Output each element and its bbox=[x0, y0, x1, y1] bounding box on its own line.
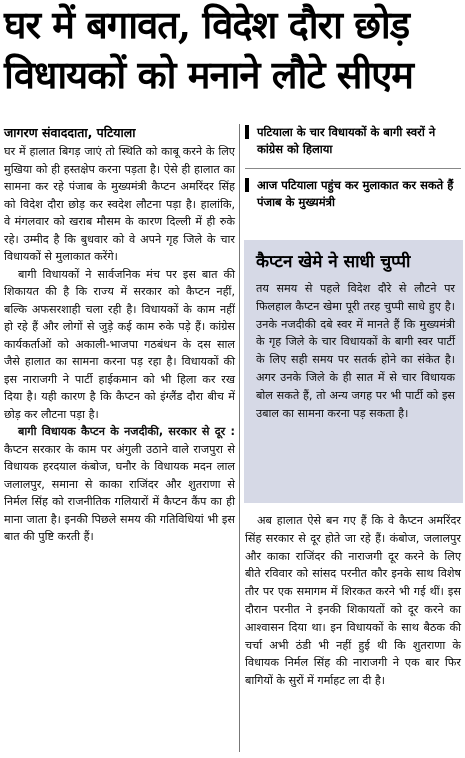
left-column bbox=[4, 143, 235, 546]
subhead-lead: बागी विधायक कैप्टन के नजदीकी, सरकार से दूर : bbox=[18, 425, 235, 438]
column-divider bbox=[239, 124, 240, 752]
paragraph-2: बागी विधायकों ने सार्वजनिक मंच पर इस बात की शिकायत की है कि राज्य में सरकार को कैप्टन नहीं, बल्कि अफसरशाही चला रही है। विधायकों के काम नहीं हो रहे हैं और लोगों से जुड़े कई काम रुके पड़े हैं। कांग्रेस कार्यकर्ताओं को अकाली-भाजपा गठबंधन के दस साल जैसे हालात का सामना करना पड़ रहा है। विधायकों की इस नाराजगी ने पार्टी हाईकमान को भी हिला कर रख दिया है। यही कारण है कि कैप्टन को इंग्लैंड दौरा बीच में छोड़ कर लौटना पड़ा है। bbox=[4, 267, 235, 421]
bullet-bar-icon bbox=[245, 125, 249, 139]
highlight-text: पटियाला के चार विधायकों के बागी स्वरों ने कांग्रेस को हिलाया bbox=[257, 125, 436, 156]
byline: जागरण संवाददाता, पटियाला bbox=[4, 125, 136, 140]
paragraph-3-text: कैप्टन सरकार के काम पर अंगुली उठाने वाले राजपुरा से विधायक हरदयाल कंबोज, घनौर के विधायक मदन लाल जलालपुर, समाना से काका राजिंदर और शुतराणा से निर्मल सिंह को राजनीतिक गलियारों में कैप्टन कैंप का ही माना जाता है। इनकी पिछले समय की गतिविधियां भी इस बात की पुष्टि करती हैं। bbox=[4, 442, 235, 543]
bullet-bar-icon bbox=[245, 178, 249, 192]
highlight-divider bbox=[245, 168, 461, 169]
highlights bbox=[245, 124, 461, 211]
sidebar-box bbox=[244, 240, 463, 503]
highlight-item bbox=[245, 177, 461, 211]
paragraph-4: अब हालात ऐसे बन गए हैं कि वे कैप्टन अमरिंदर सिंह सरकार से दूर होते जा रहे हैं। कंबोज, जलालपुर और काका राजिंदर की नाराजगी दूर करने के लिए बीते रविवार को सांसद परनीत कौर इनके साथ विशेष तौर पर एक समागम में शिरकत करने भी गई थीं। इस दौरान परनीत ने इनकी शिकायतों को दूर करने का आश्वासन दिया था। इन विधायकों के साथ बैठक की चर्चा अभी ठंडी भी नहीं हुई थी कि शुतराणा के विधायक निर्मल सिंह की नाराजगी ने एक बार फिर बागियों के सुरों में गर्माहट ला दी है। bbox=[245, 514, 461, 688]
box-title: कैप्टन खेमे ने साधी चुप्पी bbox=[256, 252, 411, 272]
box-text: तय समय से पहले विदेश दौरे से लौटने पर फिलहाल कैप्टन खेमा पूरी तरह चुप्पी साधे हुए है। उनके नजदीकी दबे स्वर में मानते हैं कि मुख्यमंत्री के गृह जिले के चार विधायकों के बागी स्वर पार्टी के लिए सही समय पर सतर्क होने का संकेत है। अगर उनके जिले के ही सात में से चार विधायक बोल सकते हैं, तो अन्य जगह पर भी पार्टी को इस उबाल का सामना करना पड़ सकता है। bbox=[256, 282, 455, 420]
headline-line-2: विधायकों को मनाने लौटे सीएम bbox=[4, 52, 413, 97]
paragraph-3 bbox=[4, 423, 235, 546]
paragraph-1: घर में हालात बिगड़ जाएं तो स्थिति को काबू करने के लिए मुखिया को ही हस्तक्षेप करना पड़ता है। ऐसे ही हालात का सामना कर रहे पंजाब के मुख्यमंत्री कैप्टन अमरिंदर सिंह को विदेश दौरा छोड़ कर स्वदेश लौटना पड़ा है। हालांकि, वे मंगलवार को खराब मौसम के कारण दिल्ली में ही रुके रहे। उम्मीद है कि बुधवार को वे अपने गृह जिले के चार विधायकों से मुलाकात करेंगे। bbox=[4, 145, 235, 263]
headline bbox=[4, 0, 461, 100]
highlight-item bbox=[245, 124, 461, 164]
headline-line-1: घर में बगावत, विदेश दौरा छोड़ bbox=[4, 2, 410, 47]
right-column bbox=[245, 512, 461, 690]
highlight-text: आज पटियाला पहुंच कर मुलाकात कर सकते हैं पंजाब के मुख्यमंत्री bbox=[257, 178, 454, 209]
